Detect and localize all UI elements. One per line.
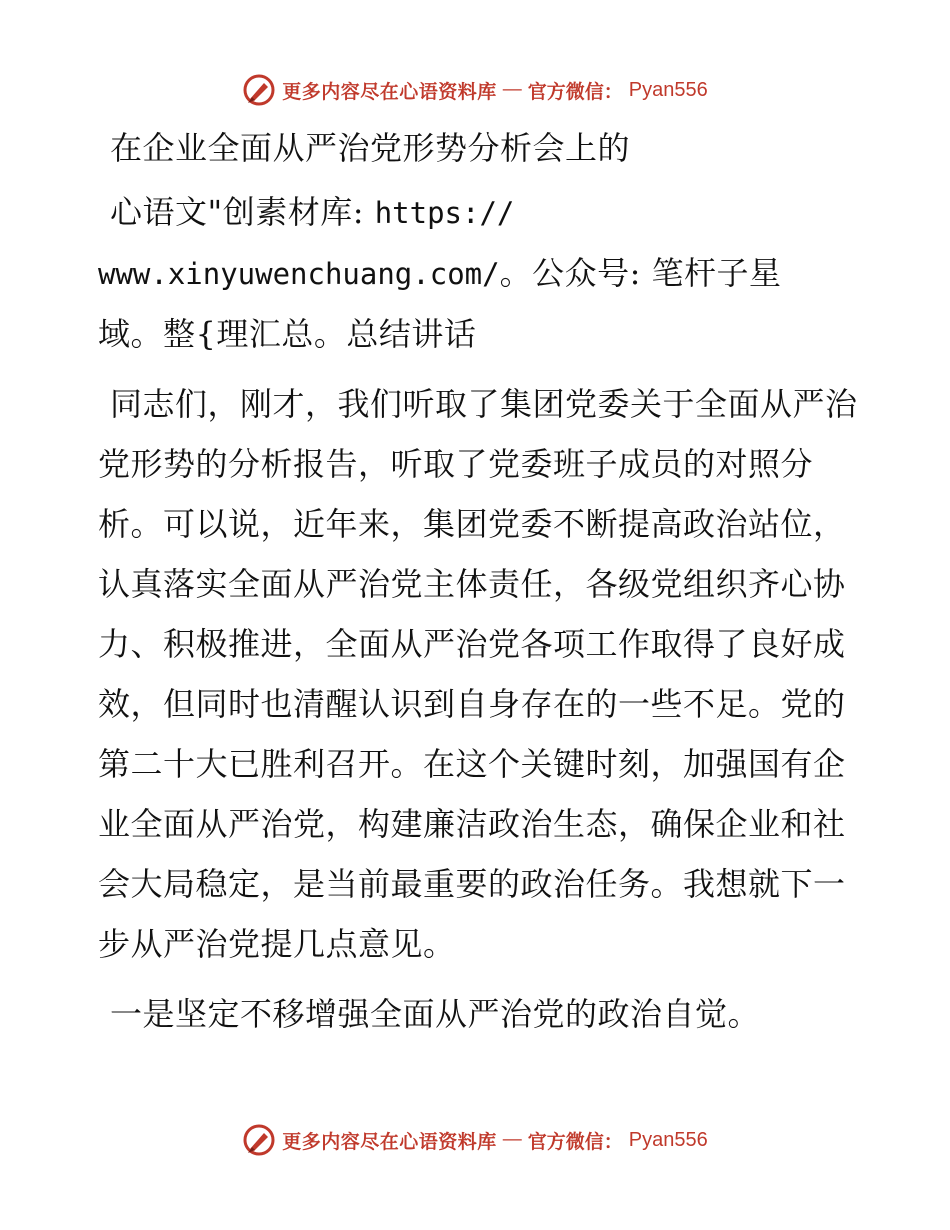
- body-paragraph: 同志们，刚才，我们听取了集团党委关于全面从严治党形势的分析报告，听取了党委班子成员的对照分析。可以说，近年来，集团党委不断提高政治站位，认真落实全面从严治党主体责任，各级党组织齐心协力、积极推进，全面从严治党各项工作取得了良好成效，但同时也清醒认识到自身存在的一些不足。党的第二十大已胜利召开。在这个关键时刻，加强国有企业全面从严治党，构建廉洁政治生态，确保企业和社会大局稳定，是当前最重要的政治任务。我想就下一步从严治党提几点意见。: [98, 385, 858, 963]
- header-brand-text: 更多内容尽在心语资料库: [282, 80, 497, 103]
- header-wechat-label: 官方微信：: [527, 80, 623, 103]
- pen-logo-icon: [242, 73, 276, 107]
- header-wechat-id: Pyan556: [628, 78, 708, 101]
- document-body: [98, 118, 858, 1044]
- source-suffix: 。公众号: 笔杆子星: [499, 254, 782, 292]
- source-url-part1: https://: [374, 196, 515, 230]
- footer-wechat-label: 官方微信：: [527, 1130, 623, 1153]
- point-one-heading: 一是坚定不移增强全面从严治党的政治自觉。: [110, 995, 761, 1033]
- footer-separator: —: [502, 1129, 522, 1150]
- footer-brand-text: 更多内容尽在心语资料库: [282, 1130, 497, 1153]
- source-prefix: 心语文"创素材库:: [110, 193, 375, 231]
- footer-banner: [0, 1120, 950, 1160]
- source-url-part2: www.xinyuwenchuang.com/: [98, 257, 500, 291]
- source-line-1: [98, 182, 858, 243]
- pen-logo-icon: [242, 1123, 276, 1157]
- header-banner: [0, 70, 950, 110]
- source-line-2: [98, 243, 858, 304]
- footer-wechat-id: Pyan556: [628, 1128, 708, 1151]
- source-line-3: 域。整{理汇总。总结讲话: [98, 315, 477, 353]
- document-title: 在企业全面从严治党形势分析会上的: [110, 129, 631, 167]
- header-separator: —: [502, 79, 522, 100]
